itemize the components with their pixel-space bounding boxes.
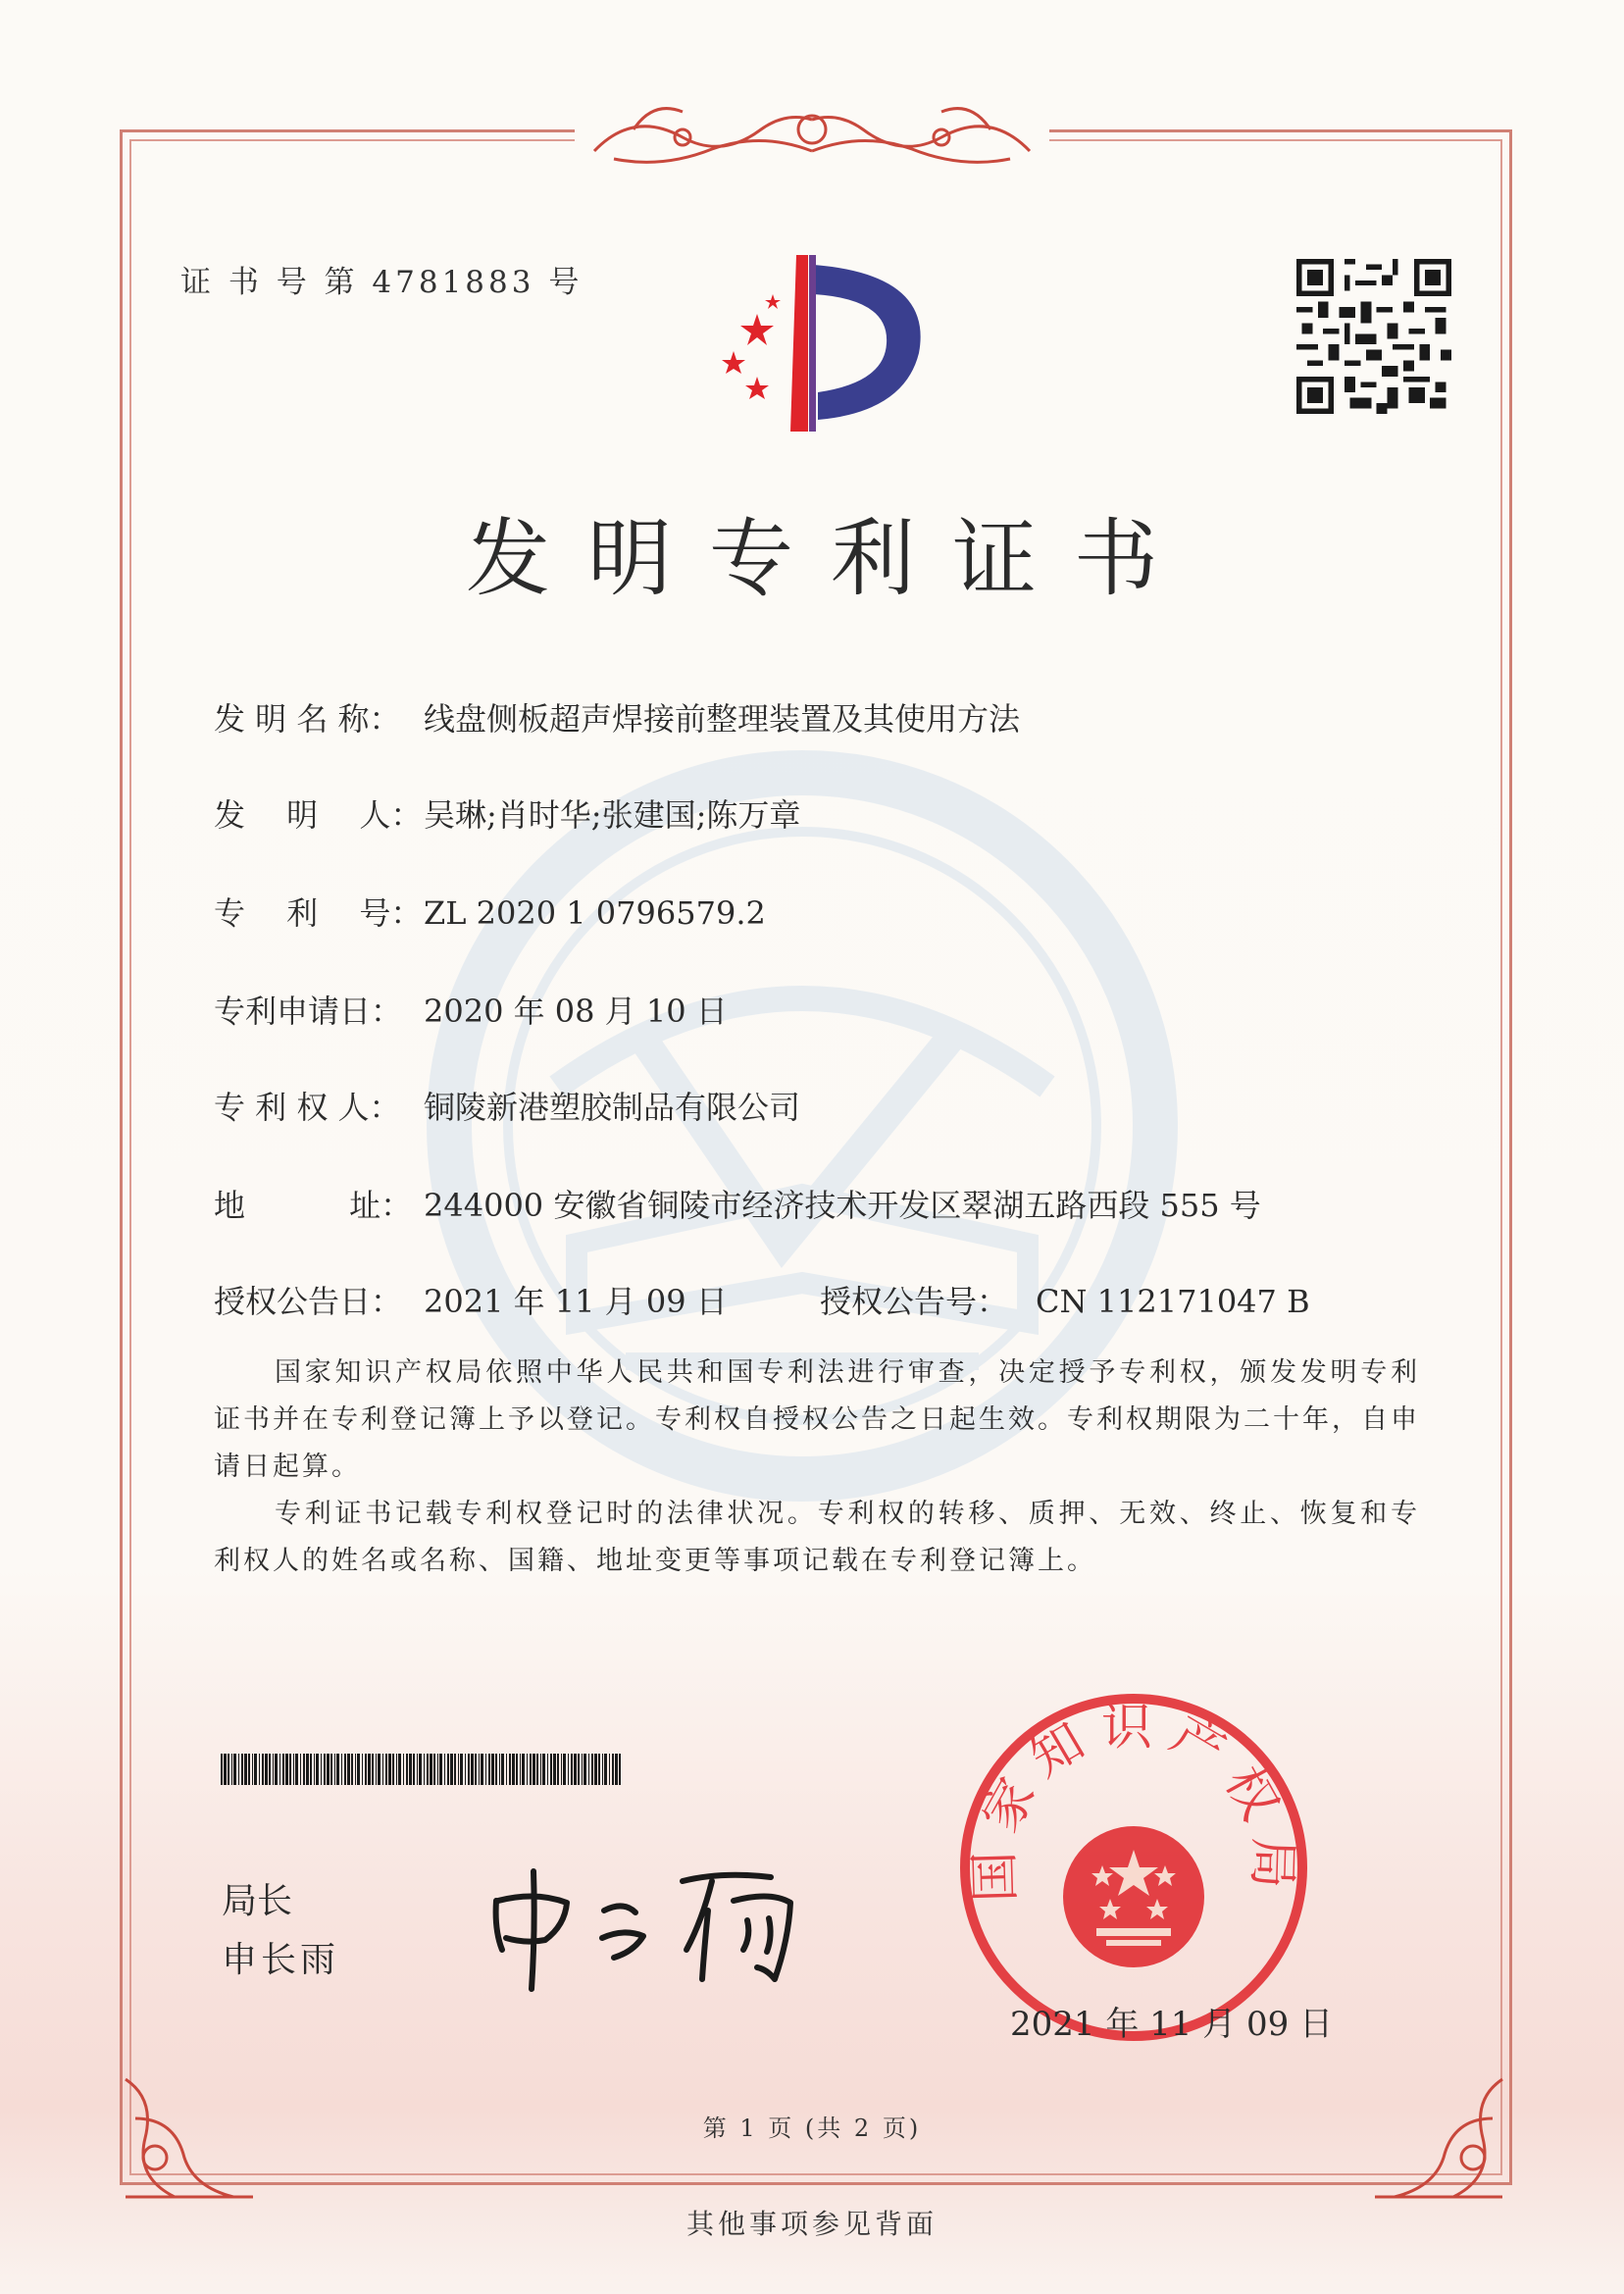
barcode-bar	[527, 1754, 528, 1785]
barcode-bar	[396, 1754, 397, 1785]
barcode-bar	[437, 1754, 438, 1785]
barcode-bar	[553, 1754, 556, 1785]
certificate-statement-paragraph: 国家知识产权局依照中华人民共和国专利法进行审查，决定授予专利权，颁发发明专利证书并在专利登记簿上予以登记。专利权自授权公告之日起生效。专利权期限为二十年，自申请日起算。	[214, 1357, 1420, 1482]
barcode-bar	[571, 1754, 573, 1785]
barcode-bar	[269, 1754, 271, 1785]
barcode-bar	[224, 1754, 227, 1785]
barcode-bar	[365, 1754, 367, 1785]
barcode-bar	[334, 1754, 335, 1785]
barcode-bar	[568, 1754, 569, 1785]
field-label: 地 址：	[214, 1187, 413, 1224]
barcode-bar	[419, 1754, 422, 1785]
barcode-bar	[588, 1754, 589, 1785]
barcode-bar	[516, 1754, 518, 1785]
barcode-bar	[591, 1754, 593, 1785]
field-value: 线盘侧板超声焊接前整理装置及其使用方法	[424, 700, 1021, 738]
barcode-bar	[491, 1754, 494, 1785]
barcode-bar	[327, 1754, 330, 1785]
barcode-bar	[533, 1754, 535, 1785]
barcode-bar	[598, 1754, 600, 1785]
barcode-bar	[306, 1754, 309, 1785]
barcode-bar	[584, 1754, 586, 1785]
barcode-bar	[563, 1754, 566, 1785]
barcode-bar	[254, 1754, 257, 1785]
barcode-bar	[417, 1754, 418, 1785]
field-patentee	[214, 1083, 800, 1128]
field-value: 铜陵新港塑胶制品有限公司	[424, 1089, 801, 1126]
barcode-bar	[341, 1754, 342, 1785]
field-invention-name	[214, 694, 1020, 739]
barcode-bar	[398, 1754, 401, 1785]
barcode-bar	[612, 1754, 614, 1785]
barcode-bar	[481, 1754, 483, 1785]
barcode-bar	[485, 1754, 486, 1785]
barcode-bar	[561, 1754, 562, 1785]
barcode-bar	[619, 1754, 621, 1785]
barcode-bar	[471, 1754, 474, 1785]
barcode-bar	[378, 1754, 381, 1785]
barcode-bar	[602, 1754, 603, 1785]
field-patent-number	[214, 889, 766, 934]
barcode-bar	[430, 1754, 432, 1785]
field-value: ZL 2020 1 0796579.2	[424, 894, 766, 932]
field-value: 吴琳;肖时华;张建国;陈万章	[424, 796, 801, 834]
barcode-bar	[295, 1754, 298, 1785]
barcode-bar	[321, 1754, 322, 1785]
field-value: CN 112171047 B	[1036, 1283, 1310, 1320]
certificate-title: 发明专利证书	[466, 510, 1195, 608]
certificate-legal-status-paragraph: 专利证书记载专利权登记时的法律状况。专利权的转移、质押、无效、终止、恢复和专利权人的姓名或名称、国籍、地址变更等事项记载在专利登记簿上。	[214, 1499, 1420, 1576]
barcode-bar	[357, 1754, 360, 1785]
page-number: 第 1 页 (共 2 页)	[702, 2115, 922, 2142]
barcode-bar	[385, 1754, 387, 1785]
barcode-bar	[316, 1754, 319, 1785]
barcode-bar	[578, 1754, 580, 1785]
barcode-bar	[460, 1754, 463, 1785]
barcode-bar	[427, 1754, 429, 1785]
barcode-bar	[413, 1754, 415, 1785]
field-label: 专 利 权 人：	[214, 1089, 401, 1126]
barcode-bar	[447, 1754, 449, 1785]
barcode-bar	[372, 1754, 374, 1785]
barcode-bar	[550, 1754, 552, 1785]
field-inventors	[214, 790, 800, 836]
barcode-bar	[406, 1754, 408, 1785]
barcode-bar	[273, 1754, 274, 1785]
barcode-bar	[303, 1754, 305, 1785]
barcode-bar	[488, 1754, 490, 1785]
barcode-bar	[536, 1754, 538, 1785]
barcode-bar	[594, 1754, 597, 1785]
barcode-bar	[501, 1754, 504, 1785]
barcode-bar	[520, 1754, 521, 1785]
barcode-bar	[265, 1754, 268, 1785]
field-value: 244000 安徽省铜陵市经济技术开发区翠湖五路西段 555 号	[424, 1187, 1261, 1224]
barcode-bar	[228, 1754, 229, 1785]
field-label: 专利申请日：	[214, 993, 403, 1030]
barcode-bar	[241, 1754, 243, 1785]
barcode-bar	[506, 1754, 507, 1785]
official-seal	[953, 1687, 1314, 2048]
barcode-bar	[465, 1754, 466, 1785]
barcode-bar	[479, 1754, 480, 1785]
barcode-bar	[362, 1754, 363, 1785]
barcode-bar	[382, 1754, 383, 1785]
field-label: 授权公告日：	[214, 1283, 403, 1320]
director-signature	[477, 1842, 830, 2009]
seal-date: 2021 年 11 月 09 日	[1010, 2005, 1334, 2044]
barcode-bar	[262, 1754, 264, 1785]
barcode-bar	[499, 1754, 500, 1785]
barcode-bar	[615, 1754, 618, 1785]
barcode-bar	[542, 1754, 545, 1785]
barcode-bar	[330, 1754, 332, 1785]
barcode-bar	[221, 1754, 223, 1785]
barcode-bar	[540, 1754, 541, 1785]
patent-office-logo	[698, 245, 943, 441]
barcode-bar	[495, 1754, 497, 1785]
barcode-bar	[282, 1754, 284, 1785]
barcode-bar	[582, 1754, 583, 1785]
barcode-bar	[248, 1754, 250, 1785]
field-grant-date	[214, 1277, 728, 1322]
barcode-bar	[392, 1754, 394, 1785]
barcode-bar	[279, 1754, 280, 1785]
barcode-bar	[547, 1754, 548, 1785]
seal-text: 国家知识产权局	[965, 1698, 1302, 1904]
barcode-bar	[300, 1754, 301, 1785]
field-application-date	[214, 987, 728, 1032]
field-value: 2020 年 08 月 10 日	[424, 993, 728, 1030]
barcode-bar	[450, 1754, 453, 1785]
barcode-bar	[454, 1754, 456, 1785]
back-side-note: 其他事项参见背面	[685, 2208, 938, 2240]
barcode-bar	[604, 1754, 607, 1785]
barcode-bar	[530, 1754, 532, 1785]
barcode-bar	[244, 1754, 247, 1785]
barcode-bar	[424, 1754, 425, 1785]
field-label: 发 明 名 称：	[214, 700, 401, 738]
barcode-bar	[433, 1754, 435, 1785]
barcode-bar	[344, 1754, 346, 1785]
field-label: 发 明 人：	[214, 796, 423, 834]
barcode-bar	[289, 1754, 291, 1785]
top-ornament	[575, 90, 1049, 178]
barcode-bar	[324, 1754, 326, 1785]
barcode-bar	[314, 1754, 315, 1785]
barcode-bar	[403, 1754, 404, 1785]
barcode-bar	[409, 1754, 412, 1785]
barcode-bar	[310, 1754, 312, 1785]
field-label: 专 利 号：	[214, 894, 423, 932]
barcode-bar	[574, 1754, 577, 1785]
barcode-bar	[238, 1754, 239, 1785]
barcode-bar	[475, 1754, 477, 1785]
barcode-bar	[388, 1754, 391, 1785]
barcode-bar	[355, 1754, 356, 1785]
barcode-bar	[444, 1754, 445, 1785]
barcode-bar	[439, 1754, 442, 1785]
barcode-bar	[293, 1754, 294, 1785]
field-address	[214, 1181, 1261, 1226]
barcode-bar	[252, 1754, 253, 1785]
barcode-bar	[347, 1754, 350, 1785]
barcode-bar	[609, 1754, 610, 1785]
certificate-number: 证 书 号 第 4781883 号	[180, 265, 584, 300]
barcode-bar	[275, 1754, 278, 1785]
field-label: 授权公告号：	[820, 1283, 1009, 1320]
barcode-bar	[336, 1754, 339, 1785]
barcode-bar	[376, 1754, 377, 1785]
barcode-bar	[285, 1754, 288, 1785]
field-grant-publication-number	[820, 1277, 1310, 1322]
barcode-bar	[233, 1754, 236, 1785]
barcode-bar	[351, 1754, 353, 1785]
barcode-bar	[468, 1754, 470, 1785]
barcode-bar	[368, 1754, 371, 1785]
barcode-bar	[522, 1754, 525, 1785]
barcode-bar	[512, 1754, 515, 1785]
barcode-bar	[231, 1754, 232, 1785]
barcode-bar	[458, 1754, 459, 1785]
field-value: 2021 年 11 月 09 日	[424, 1283, 728, 1320]
barcode-bar	[557, 1754, 559, 1785]
qr-code	[1296, 259, 1451, 414]
barcode-bar	[259, 1754, 260, 1785]
barcode	[221, 1754, 627, 1785]
director-name: 申长雨	[222, 1940, 340, 1980]
barcode-bar	[509, 1754, 511, 1785]
director-title: 局长	[222, 1881, 293, 1921]
